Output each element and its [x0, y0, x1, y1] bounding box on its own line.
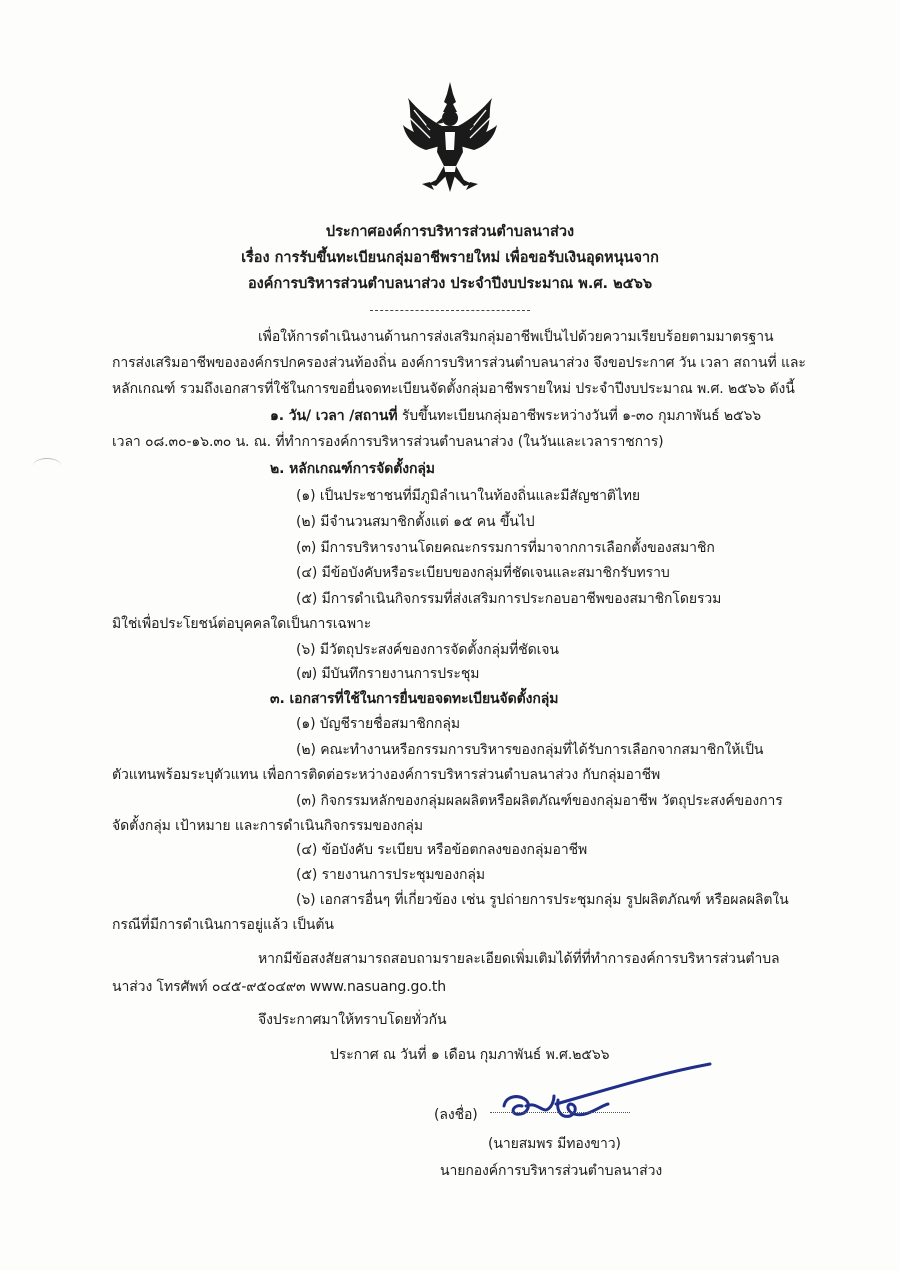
header-line-3: องค์การบริหารส่วนตำบลนาส่วง ประจำปีงบประมาณ พ.ศ. ๒๕๖๖ [247, 276, 653, 292]
section-1-line-2: เวลา ๐๘.๓๐-๑๖.๓๐ น. ณ. ที่ทำการองค์การบริหารส่วนตำบลนาส่วง (ในวันและเวลาราชการ) [112, 434, 664, 450]
document-item: (๖) เอกสารอื่นๆ ที่เกี่ยวข้อง เช่น รูปถ่ายการประชุมกลุ่ม รูปผลิตภัณฑ์ หรือผลผลิตใน [296, 892, 789, 908]
document-item: (๓) กิจกรรมหลักของกลุ่มผลผลิตหรือผลิตภัณฑ์ของกลุ่มอาชีพ วัตถุประสงค์ของการ [296, 793, 783, 809]
section-1 [270, 405, 761, 427]
header-subject: เรื่อง การรับขึ้นทะเบียนกลุ่มอาชีพรายใหม่ เพื่อขอรับเงินอุดหนุนจาก [241, 250, 659, 266]
criteria-item: (๓) มีการบริหารงานโดยคณะกรรมการที่มาจากการเลือกตั้งของสมาชิก [296, 540, 715, 556]
header-divider [370, 310, 530, 311]
criteria-item: (๕) มีการดำเนินกิจกรรมที่ส่งเสริมการประกอบอาชีพของสมาชิกโดยรวม [296, 591, 722, 607]
document-item: (๔) ข้อบังคับ ระเบียบ หรือข้อตกลงของกลุ่มอาชีพ [296, 842, 588, 858]
garuda-emblem-icon [400, 80, 500, 195]
document-item-cont: กรณีที่มีการดำเนินการอยู่แล้ว เป็นต้น [112, 917, 334, 933]
criteria-item: (๑) เป็นประชาชนที่มีภูมิลำเนาในท้องถิ่นและมีสัญชาติไทย [296, 488, 641, 504]
criteria-item: (๔) มีข้อบังคับหรือระเบียบของกลุ่มที่ชัดเจนและสมาชิกรับทราบ [296, 565, 670, 581]
punch-hole-mark [33, 458, 61, 473]
contact-line-1: หากมีข้อสงสัยสามารถสอบถามรายละเอียดเพิ่มเติมได้ที่ที่ทำการองค์การบริหารส่วนตำบล [258, 951, 780, 967]
signature-dotted-line [490, 1112, 630, 1113]
handwritten-signature [496, 1060, 716, 1130]
announcement-date: ประกาศ ณ วันที่ ๑ เดือน กุมภาพันธ์ พ.ศ.๒๕๖๖ [330, 1047, 610, 1063]
intro-line-2: การส่งเสริมอาชีพขององค์กรปกครองส่วนท้องถิ่น องค์การบริหารส่วนตำบลนาส่วง จึงขอประกาศ วัน เวลา สถานที่ และ [112, 355, 806, 371]
signer-position: นายกองค์การบริหารส่วนตำบลนาส่วง [440, 1163, 663, 1179]
section-1-heading: ๑. วัน/ เวลา /สถานที่ [270, 408, 398, 424]
document-item: (๒) คณะทำงานหรือกรรมการบริหารของกลุ่มที่ได้รับการเลือกจากสมาชิกให้เป็น [296, 742, 764, 758]
sign-label: (ลงชื่อ) [434, 1107, 478, 1123]
intro-line-3: หลักเกณฑ์ รวมถึงเอกสารที่ใช้ในการขอยื่นจดทะเบียนจัดตั้งกลุ่มอาชีพรายใหม่ ประจำปีงบประมาณ พ.ศ. ๒๕๖๖ ดังนี้ [112, 381, 795, 397]
closing-line: จึงประกาศมาให้ทราบโดยทั่วกัน [258, 1012, 447, 1028]
criteria-item-cont: มิใช่เพื่อประโยชน์ต่อบุคคลใดเป็นการเฉพาะ [112, 616, 372, 632]
criteria-item: (๖) มีวัตถุประสงค์ของการจัดตั้งกลุ่มที่ชัดเจน [296, 642, 559, 658]
criteria-item: (๒) มีจำนวนสมาชิกตั้งแต่ ๑๕ คน ขึ้นไป [296, 514, 535, 530]
section-1-text: รับขึ้นทะเบียนกลุ่มอาชีพระหว่างวันที่ ๑-๓๐ กุมภาพันธ์ ๒๕๖๖ [397, 408, 762, 424]
section-3-heading: ๓. เอกสารที่ใช้ในการยื่นขอจดทะเบียนจัดตั้งกลุ่ม [270, 691, 559, 707]
contact-line-2: นาส่วง โทรศัพท์ ๐๔๕-๙๕๐๔๙๓ www.nasuang.go.th [112, 979, 447, 995]
header-line-1: ประกาศองค์การบริหารส่วนตำบลนาส่วง [325, 224, 575, 240]
signer-name: (นายสมพร มีทองขาว) [488, 1136, 621, 1152]
document-item-cont: ตัวแทนพร้อมระบุตัวแทน เพื่อการติดต่อระหว่างองค์การบริหารส่วนตำบลนาส่วง กับกลุ่มอาชีพ [112, 767, 661, 783]
intro-line-1: เพื่อให้การดำเนินงานด้านการส่งเสริมกลุ่มอาชีพเป็นไปด้วยความเรียบร้อยตามมาตรฐาน [258, 329, 774, 345]
document-item: (๕) รายงานการประชุมของกลุ่ม [296, 867, 486, 883]
section-2-heading: ๒. หลักเกณฑ์การจัดตั้งกลุ่ม [270, 461, 435, 477]
document-item: (๑) บัญชีรายชื่อสมาชิกกลุ่ม [296, 716, 460, 732]
document-item-cont: จัดตั้งกลุ่ม เป้าหมาย และการดำเนินกิจกรรมของกลุ่ม [112, 818, 424, 834]
criteria-item: (๗) มีบันทึกรายงานการประชุม [296, 666, 480, 682]
